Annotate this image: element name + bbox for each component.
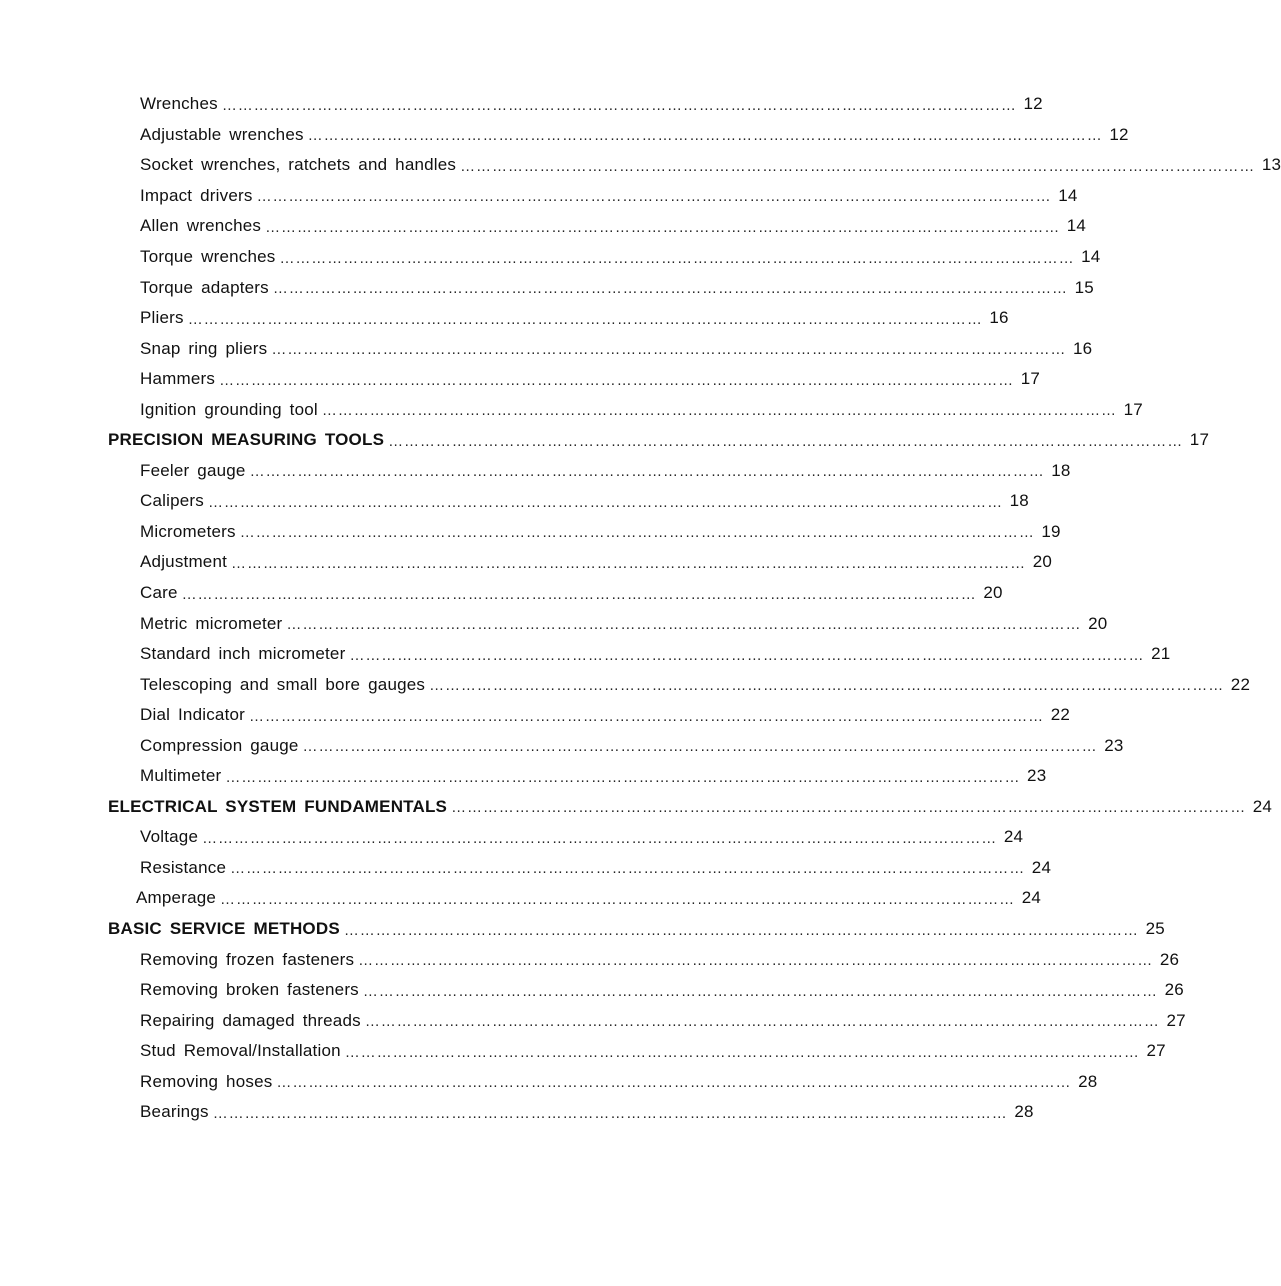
toc-leader-dots: ……………………………………………………………………………………………………………………………………	[225, 768, 1021, 786]
toc-entry-title: Torque wrenches	[140, 247, 276, 266]
toc-entry	[0, 333, 1093, 364]
toc-entry	[0, 181, 1078, 212]
toc-leader-dots: ……………………………………………………………………………………………………………………………………	[349, 646, 1145, 664]
toc-entry	[0, 1067, 1098, 1098]
toc-leader-dots: ……………………………………………………………………………………………………………………………………	[460, 157, 1256, 175]
toc-entry-page: 20	[1032, 552, 1053, 572]
toc-entry-title: Ignition grounding tool	[140, 399, 318, 419]
toc-entry-page: 20	[1088, 613, 1108, 633]
toc-entry-page: 23	[1104, 735, 1124, 755]
toc-leader-dots: ……………………………………………………………………………………………………………………………………	[286, 616, 1082, 634]
toc-entry-page: 17	[1189, 430, 1210, 450]
toc-entry	[0, 700, 1071, 731]
toc-entry	[0, 639, 1171, 670]
toc-entry-page: 17	[1123, 399, 1143, 419]
toc-leader-dots: ……………………………………………………………………………………………………………………………………	[358, 952, 1154, 970]
toc-leader-dots: ……………………………………………………………………………………………………………………………………	[307, 127, 1103, 145]
toc-entry-title: Amperage	[136, 888, 217, 908]
toc-entry-page: 14	[1081, 247, 1101, 266]
toc-entry	[0, 120, 1129, 151]
toc-entry-page: 15	[1074, 277, 1094, 297]
toc-entry-page: 19	[1041, 521, 1061, 541]
toc-entry-title: Dial Indicator	[140, 705, 246, 725]
toc-leader-dots: ……………………………………………………………………………………………………………………………………	[271, 341, 1067, 359]
toc-leader-dots: ……………………………………………………………………………………………………………………………………	[276, 1074, 1072, 1092]
toc-entry-page: 25	[1145, 919, 1165, 939]
toc-entry-title: Snap ring pliers	[140, 338, 268, 358]
toc-entry	[0, 669, 1251, 700]
toc-leader-dots: ……………………………………………………………………………………………………………………………………	[302, 738, 1098, 756]
toc-entry-title: Hammers	[140, 369, 216, 389]
toc-leader-dots: ……………………………………………………………………………………………………………………………………	[362, 982, 1158, 1000]
toc-leader-dots: ……………………………………………………………………………………………………………………………………	[321, 402, 1117, 420]
toc-entry-title: Telescoping and small bore gauges	[140, 674, 426, 694]
toc-entry	[0, 211, 1087, 242]
toc-entry-page: 28	[1014, 1102, 1034, 1122]
toc-leader-dots: ……………………………………………………………………………………………………………………………………	[279, 249, 1075, 267]
toc-entry-title: Compression gauge	[140, 735, 299, 755]
toc-entry	[0, 272, 1094, 303]
toc-leader-dots: ……………………………………………………………………………………………………………………………………	[388, 432, 1184, 450]
toc-entry-title: Care	[140, 583, 178, 603]
toc-entry-page: 17	[1020, 369, 1041, 389]
toc-entry	[0, 547, 1053, 578]
table-of-contents	[0, 89, 1281, 1128]
toc-entry	[0, 853, 1052, 884]
toc-entry	[0, 578, 1003, 609]
toc-entry	[0, 394, 1143, 425]
toc-entry	[0, 608, 1108, 639]
toc-leader-dots: ……………………………………………………………………………………………………………………………………	[451, 799, 1247, 817]
toc-entry-page: 24	[1003, 827, 1024, 847]
toc-entry-page: 26	[1164, 980, 1184, 1000]
toc-leader-dots: ……………………………………………………………………………………………………………………………………	[343, 921, 1139, 939]
toc-entry	[0, 242, 1101, 273]
toc-entry-title: Micrometers	[140, 521, 236, 541]
toc-entry-title: Voltage	[140, 827, 199, 847]
toc-entry-page: 20	[983, 583, 1003, 603]
toc-entry	[0, 944, 1180, 975]
toc-entry-title: Bearings	[140, 1102, 209, 1122]
toc-leader-dots: ……………………………………………………………………………………………………………………………………	[239, 524, 1035, 542]
toc-entry	[0, 1005, 1186, 1036]
toc-entry-title: Standard inch micrometer	[140, 644, 346, 664]
toc-leader-dots: ……………………………………………………………………………………………………………………………………	[181, 585, 977, 603]
toc-entry-page: 24	[1252, 796, 1273, 816]
toc-entry-page: 16	[1073, 338, 1093, 358]
toc-entry-page: 18	[1051, 460, 1071, 480]
toc-entry-title: Multimeter	[140, 766, 222, 786]
toc-entry-page: 13	[1261, 155, 1281, 175]
toc-entry-title: Repairing damaged threads	[140, 1010, 361, 1030]
toc-entry	[0, 303, 1009, 334]
toc-entry-page: 14	[1066, 216, 1087, 236]
toc-leader-dots: ……………………………………………………………………………………………………………………………………	[364, 1013, 1160, 1031]
toc-section-title: BASIC SERVICE METHODS	[108, 919, 340, 939]
toc-entry-title: Torque adapters	[140, 277, 269, 297]
toc-entry-title: Impact drivers	[140, 185, 253, 205]
toc-leader-dots: ……………………………………………………………………………………………………………………………………	[187, 310, 983, 328]
toc-entry	[0, 364, 1041, 395]
toc-entry-page: 28	[1078, 1071, 1098, 1091]
toc-leader-dots: ……………………………………………………………………………………………………………………………………	[265, 218, 1061, 236]
toc-entry-title: Adjustment	[140, 552, 228, 572]
toc-entry-title: Removing frozen fasteners	[140, 949, 355, 969]
toc-entry	[0, 975, 1184, 1006]
toc-entry-page: 12	[1023, 94, 1043, 114]
toc-entry	[0, 486, 1029, 517]
toc-leader-dots: ……………………………………………………………………………………………………………………………………	[212, 1104, 1008, 1122]
toc-entry	[0, 456, 1071, 487]
toc-entry-title: Feeler gauge	[140, 460, 246, 480]
toc-entry-page: 27	[1146, 1041, 1166, 1061]
toc-section-heading	[0, 792, 1273, 823]
toc-leader-dots: ……………………………………………………………………………………………………………………………………	[249, 707, 1045, 725]
toc-section-title: ELECTRICAL SYSTEM FUNDAMENTALS	[108, 796, 448, 816]
toc-entry	[0, 730, 1124, 761]
toc-entry-title: Allen wrenches	[140, 216, 262, 236]
toc-section-heading	[0, 425, 1210, 456]
toc-entry	[0, 822, 1024, 853]
toc-entry-page: 24	[1031, 857, 1052, 877]
toc-entry-page: 22	[1230, 674, 1251, 694]
toc-entry-page: 22	[1050, 705, 1071, 725]
toc-section-heading	[0, 914, 1165, 945]
toc-entry	[0, 517, 1061, 548]
toc-entry	[0, 150, 1281, 181]
toc-leader-dots: ……………………………………………………………………………………………………………………………………	[344, 1043, 1140, 1061]
toc-entry-title: Resistance	[140, 857, 227, 877]
toc-entry-title: Stud Removal/Installation	[140, 1041, 341, 1061]
toc-entry-page: 14	[1058, 185, 1078, 205]
toc-leader-dots: ……………………………………………………………………………………………………………………………………	[429, 677, 1225, 695]
toc-entry-page: 23	[1027, 766, 1047, 786]
toc-entry-title: Removing hoses	[140, 1071, 273, 1091]
toc-entry-page: 12	[1109, 124, 1129, 144]
toc-leader-dots: ……………………………………………………………………………………………………………………………………	[202, 829, 998, 847]
toc-entry	[0, 89, 1043, 120]
toc-leader-dots: ……………………………………………………………………………………………………………………………………	[231, 554, 1027, 572]
toc-entry	[0, 761, 1047, 792]
toc-leader-dots: ……………………………………………………………………………………………………………………………………	[272, 280, 1068, 298]
toc-entry-page: 16	[989, 308, 1009, 328]
toc-entry-title: Adjustable wrenches	[140, 124, 304, 144]
toc-entry-page: 24	[1021, 888, 1042, 908]
toc-entry	[0, 883, 1042, 914]
toc-leader-dots: ……………………………………………………………………………………………………………………………………	[221, 96, 1017, 114]
toc-leader-dots: ……………………………………………………………………………………………………………………………………	[219, 371, 1015, 389]
toc-section-title: PRECISION MEASURING TOOLS	[108, 430, 385, 450]
toc-entry-page: 26	[1159, 949, 1180, 969]
toc-entry-page: 21	[1151, 644, 1171, 664]
toc-entry-title: Socket wrenches, ratchets and handles	[140, 155, 457, 175]
toc-entry-title: Metric micrometer	[140, 613, 283, 633]
toc-entry	[0, 1097, 1034, 1128]
toc-leader-dots: ……………………………………………………………………………………………………………………………………	[230, 860, 1026, 878]
toc-entry-title: Removing broken fasteners	[140, 980, 359, 1000]
toc-entry-title: Calipers	[140, 491, 204, 511]
toc-leader-dots: ……………………………………………………………………………………………………………………………………	[207, 493, 1003, 511]
toc-entry-page: 18	[1009, 491, 1029, 511]
toc-leader-dots: ……………………………………………………………………………………………………………………………………	[220, 890, 1016, 908]
toc-entry-title: Pliers	[140, 308, 184, 328]
toc-entry-title: Wrenches	[140, 94, 218, 114]
toc-leader-dots: ……………………………………………………………………………………………………………………………………	[249, 463, 1045, 481]
toc-entry-page: 27	[1166, 1010, 1186, 1030]
toc-entry	[0, 1036, 1166, 1067]
toc-leader-dots: ……………………………………………………………………………………………………………………………………	[256, 188, 1052, 206]
